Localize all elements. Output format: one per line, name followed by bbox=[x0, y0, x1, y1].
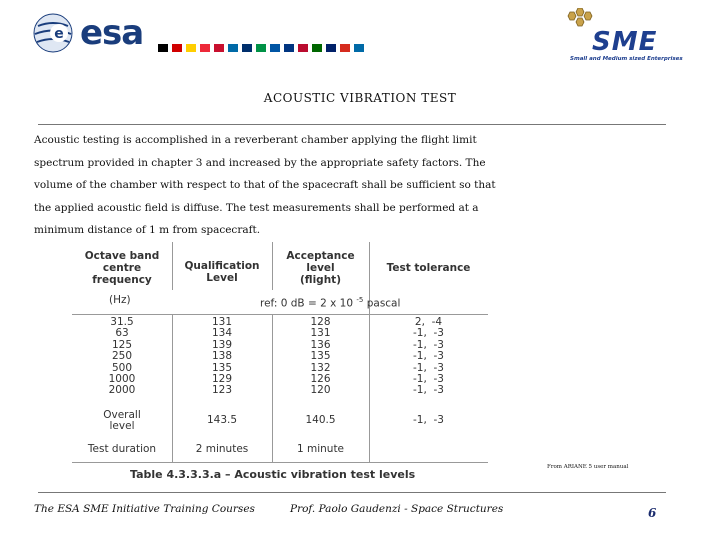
flag-icon bbox=[186, 44, 196, 52]
header-tolerance: Test tolerance bbox=[386, 262, 471, 274]
duration-label: Test duration bbox=[87, 443, 157, 455]
grid-line bbox=[272, 242, 273, 290]
paragraph-line: spectrum provided in chapter 3 and increased by the appropriate safety factors. The bbox=[34, 156, 486, 169]
paragraph-line: the applied acoustic field is diffuse. The test measurements shall be performed at a bbox=[34, 201, 479, 214]
flag-icon bbox=[284, 44, 294, 52]
reference-note: ref: 0 dB = 2 x 10 $^{-5}$ pascal bbox=[260, 296, 401, 310]
footer-rule bbox=[38, 492, 666, 493]
source-note: From ARIANE 5 user manual bbox=[547, 464, 629, 470]
duration-acceptance: 1 minute bbox=[296, 443, 345, 455]
header-acceptance: Acceptance level (flight) bbox=[286, 250, 355, 286]
table-caption: Table 4.3.3.3.a – Acoustic vibration test levels bbox=[130, 468, 416, 481]
acceptance-column: 128 131 136 135 132 126 120 bbox=[310, 316, 331, 397]
esa-globe-icon bbox=[32, 12, 74, 54]
paragraph-line: minimum distance of 1 m from spacecraft. bbox=[34, 224, 261, 236]
flag-icon bbox=[200, 44, 210, 52]
body-paragraph bbox=[34, 129, 504, 242]
flag-icon bbox=[298, 44, 308, 52]
svg-text:e: e bbox=[54, 26, 64, 42]
member-state-flags bbox=[158, 44, 364, 54]
flag-icon bbox=[326, 44, 336, 52]
acoustic-test-table bbox=[72, 242, 488, 462]
tolerance-column: 2, -4 -1, -3 -1, -3 -1, -3 -1, -3 -1, -3 -1, -3 bbox=[413, 316, 444, 397]
overall-label: Overall level bbox=[103, 409, 141, 433]
overall-acceptance: 140.5 bbox=[305, 414, 336, 426]
flag-icon bbox=[312, 44, 322, 52]
sme-logo bbox=[562, 8, 692, 68]
page-title: ACOUSTIC VIBRATION TEST bbox=[263, 91, 457, 105]
page-number: 6 bbox=[648, 506, 657, 520]
sme-tagline: Small and Medium sized Enterprises bbox=[570, 56, 683, 62]
esa-wordmark: esa bbox=[80, 13, 144, 53]
paragraph-line: volume of the chamber with respect to that of the spacecraft shall be sufficient so that bbox=[34, 179, 496, 191]
header-frequency: Octave band centre frequency bbox=[84, 250, 160, 286]
flag-icon bbox=[354, 44, 364, 52]
flag-icon bbox=[214, 44, 224, 52]
duration-qualification: 2 minutes bbox=[195, 443, 249, 455]
flag-icon bbox=[172, 44, 182, 52]
frequency-column: 31.5 63 125 250 500 1000 2000 bbox=[108, 316, 136, 397]
qualification-column: 131 134 139 138 135 129 123 bbox=[211, 316, 233, 397]
grid-line bbox=[172, 242, 173, 290]
grid-line bbox=[72, 314, 488, 315]
flag-icon bbox=[270, 44, 280, 52]
flag-icon bbox=[158, 44, 168, 52]
header-qualification: Qualification Level bbox=[184, 260, 260, 284]
overall-tolerance: -1, -3 bbox=[413, 414, 444, 426]
flag-icon bbox=[340, 44, 350, 52]
overall-qualification: 143.5 bbox=[206, 414, 238, 426]
table-caption-rule bbox=[72, 462, 488, 463]
paragraph-line: Acoustic testing is accomplished in a reverberant chamber applying the flight limit bbox=[34, 134, 477, 146]
footer-course: The ESA SME Initiative Training Courses bbox=[34, 503, 255, 515]
flag-icon bbox=[242, 44, 252, 52]
unit-hz: (Hz) bbox=[109, 294, 131, 306]
footer-author: Prof. Paolo Gaudenzi - Space Structures bbox=[290, 503, 504, 515]
esa-logo bbox=[32, 12, 162, 54]
flag-icon bbox=[256, 44, 266, 52]
sme-wordmark: SME bbox=[592, 27, 658, 57]
title-rule bbox=[38, 124, 666, 125]
flag-icon bbox=[228, 44, 238, 52]
